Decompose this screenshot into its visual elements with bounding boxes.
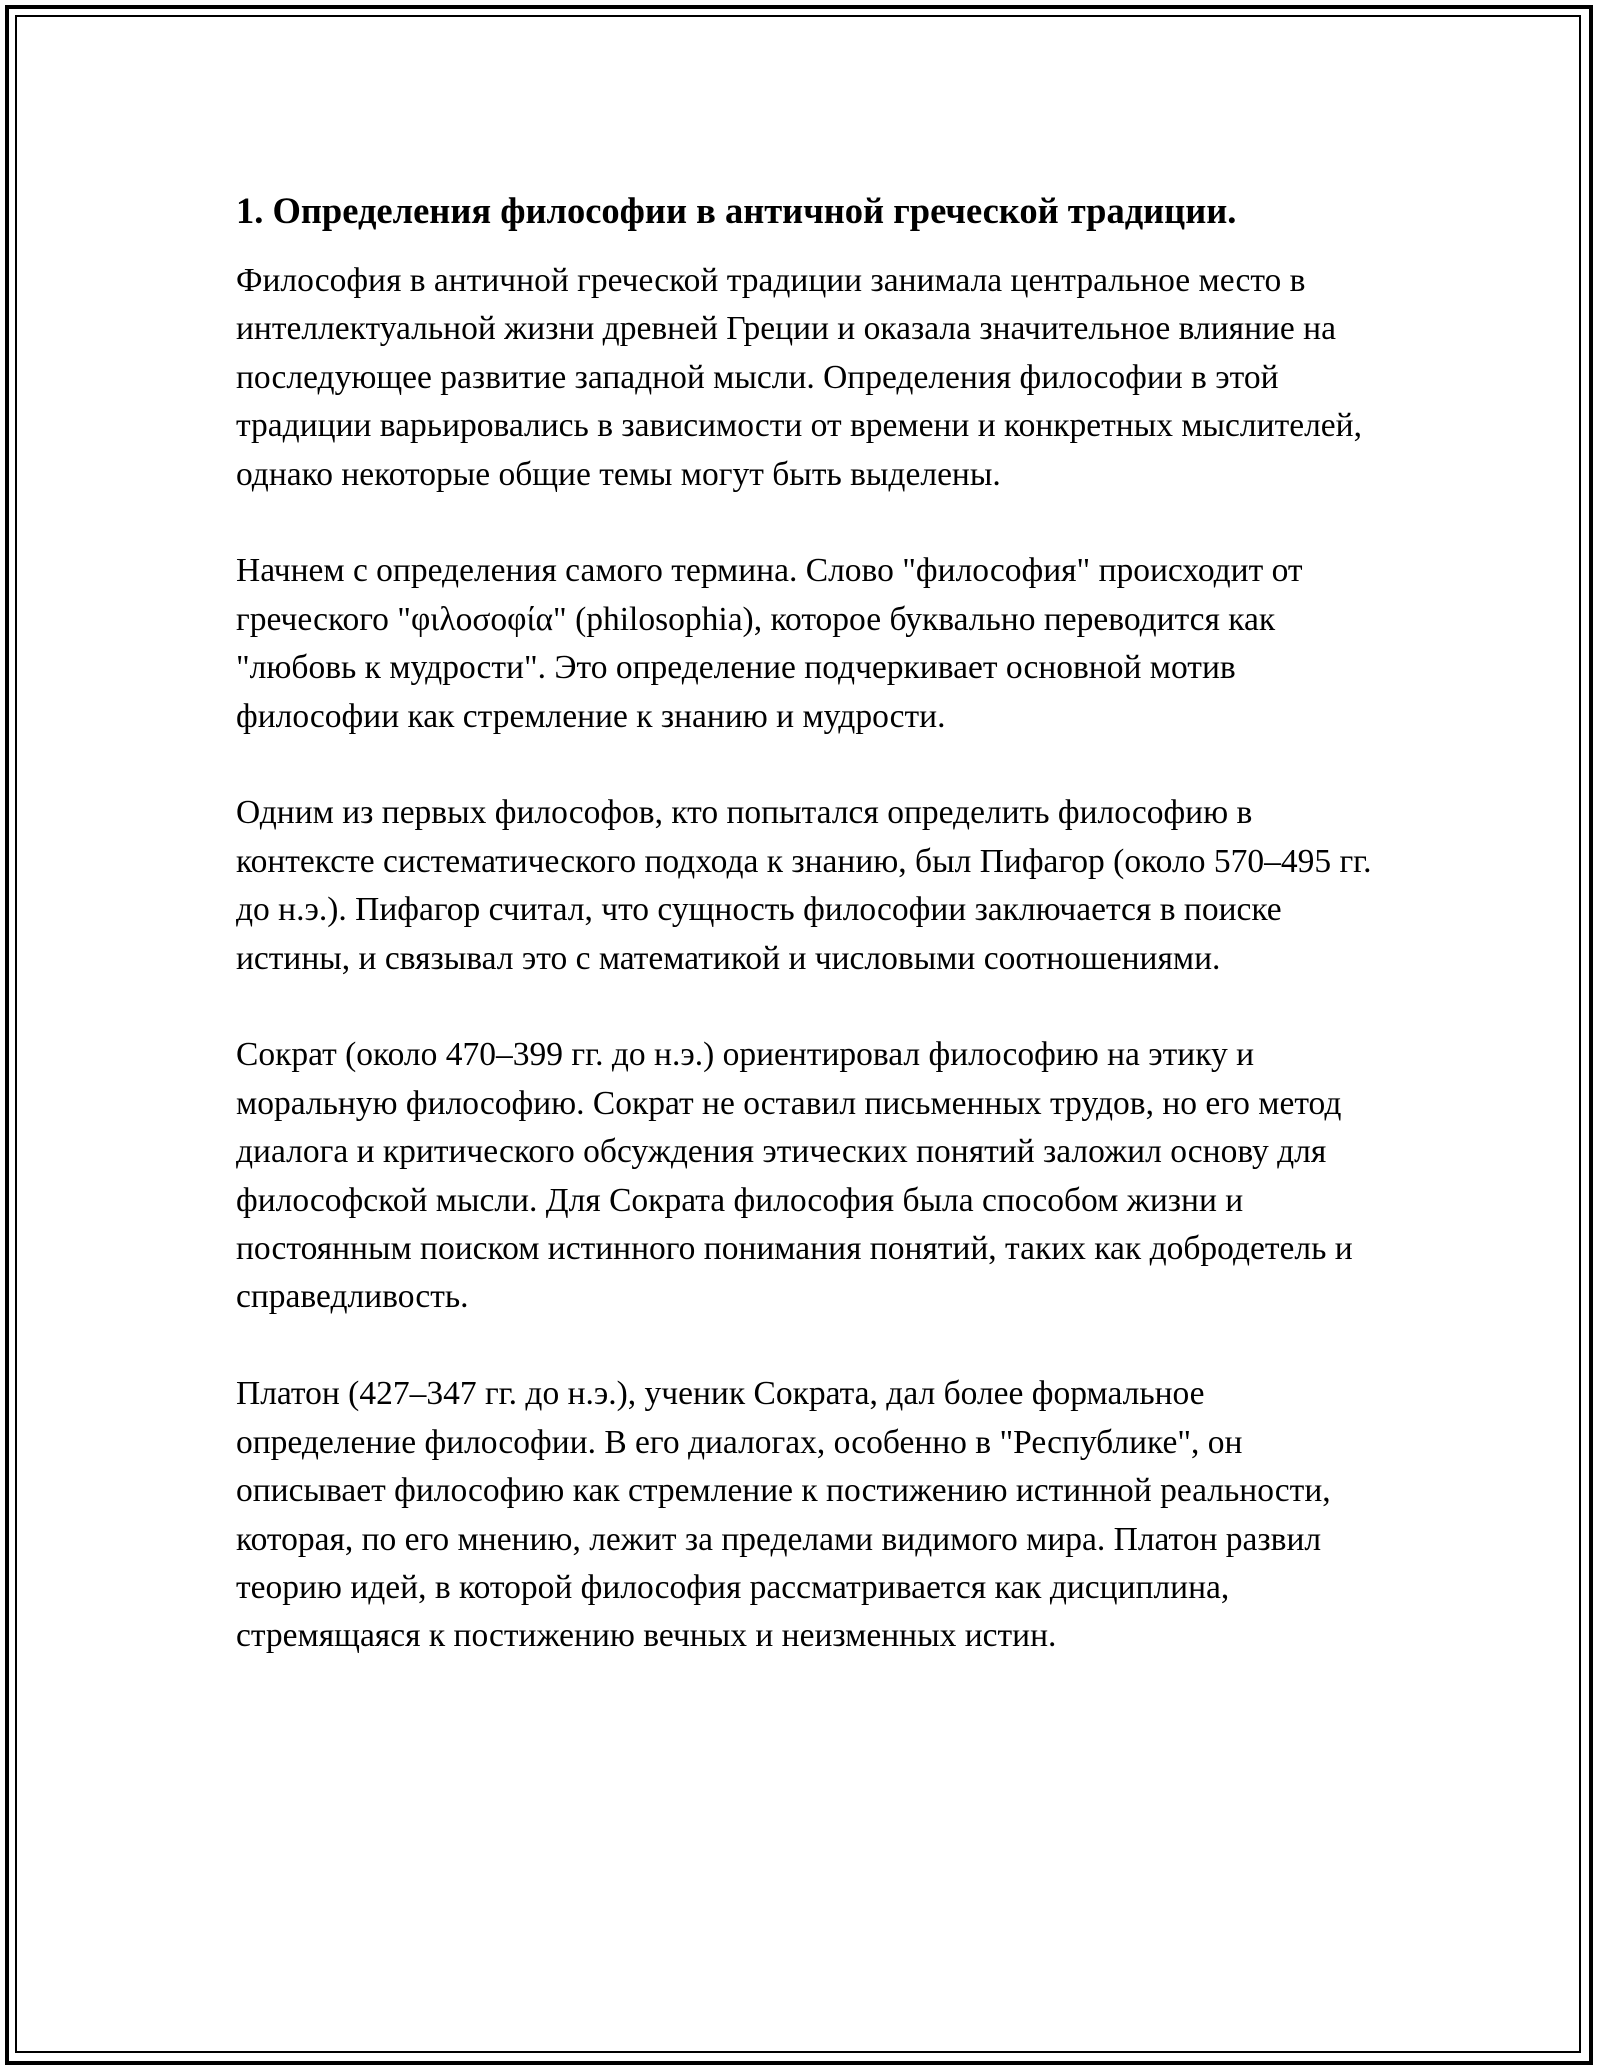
document-title: 1. Определения философии в античной греческой традиции. <box>236 190 1237 231</box>
paragraph-5: Платон (427–347 гг. до н.э.), ученик Сократа, дал более формальное определение философии. В его диалогах, особенно в "Республике", он описывает философию как стремление к постижению истинной реальности, которая, по его мнению, лежит за пределами видимого мира. Платон развил теорию идей, в которой философия рассматривается как дисциплина, стремящаяся к постижению вечных и неизменных истин. <box>236 1375 1331 1655</box>
paragraph-1: Философия в античной греческой традиции занимала центральное место в интеллектуальной жизни древней Греции и оказала значительное влияние на последующее развитие западной мысли. Определения философии в этой традиции варьировались в зависимости от времени и конкретных мыслителей, однако некоторые общие темы могут быть выделены. <box>236 262 1362 493</box>
paragraph-3: Одним из первых философов, кто попытался определить философию в контексте систематического подхода к знанию, был Пифагор (около 570–495 гг. до н.э.). Пифагор считал, что сущность философии заключается в поиске истины, и связывал это с математикой и числовыми соотношениями. <box>236 794 1372 977</box>
paragraph-2: Начнем с определения самого термина. Слово "философия" происходит от греческого "φιλοσοφία" (philosophia), которое буквально переводится как "любовь к мудрости". Это определение подчеркивает основной мотив философии как стремление к знанию и мудрости. <box>236 552 1303 735</box>
paragraph-4: Сократ (около 470–399 гг. до н.э.) ориентировал философию на этику и моральную философию. Сократ не оставил письменных трудов, но его метод диалога и критического обсуждения этических понятий заложил основу для философской мысли. Для Сократа философия была способом жизни и постоянным поиском истинного понимания понятий, таких как добродетель и справедливость. <box>236 1036 1353 1316</box>
document-body <box>236 183 1386 1661</box>
